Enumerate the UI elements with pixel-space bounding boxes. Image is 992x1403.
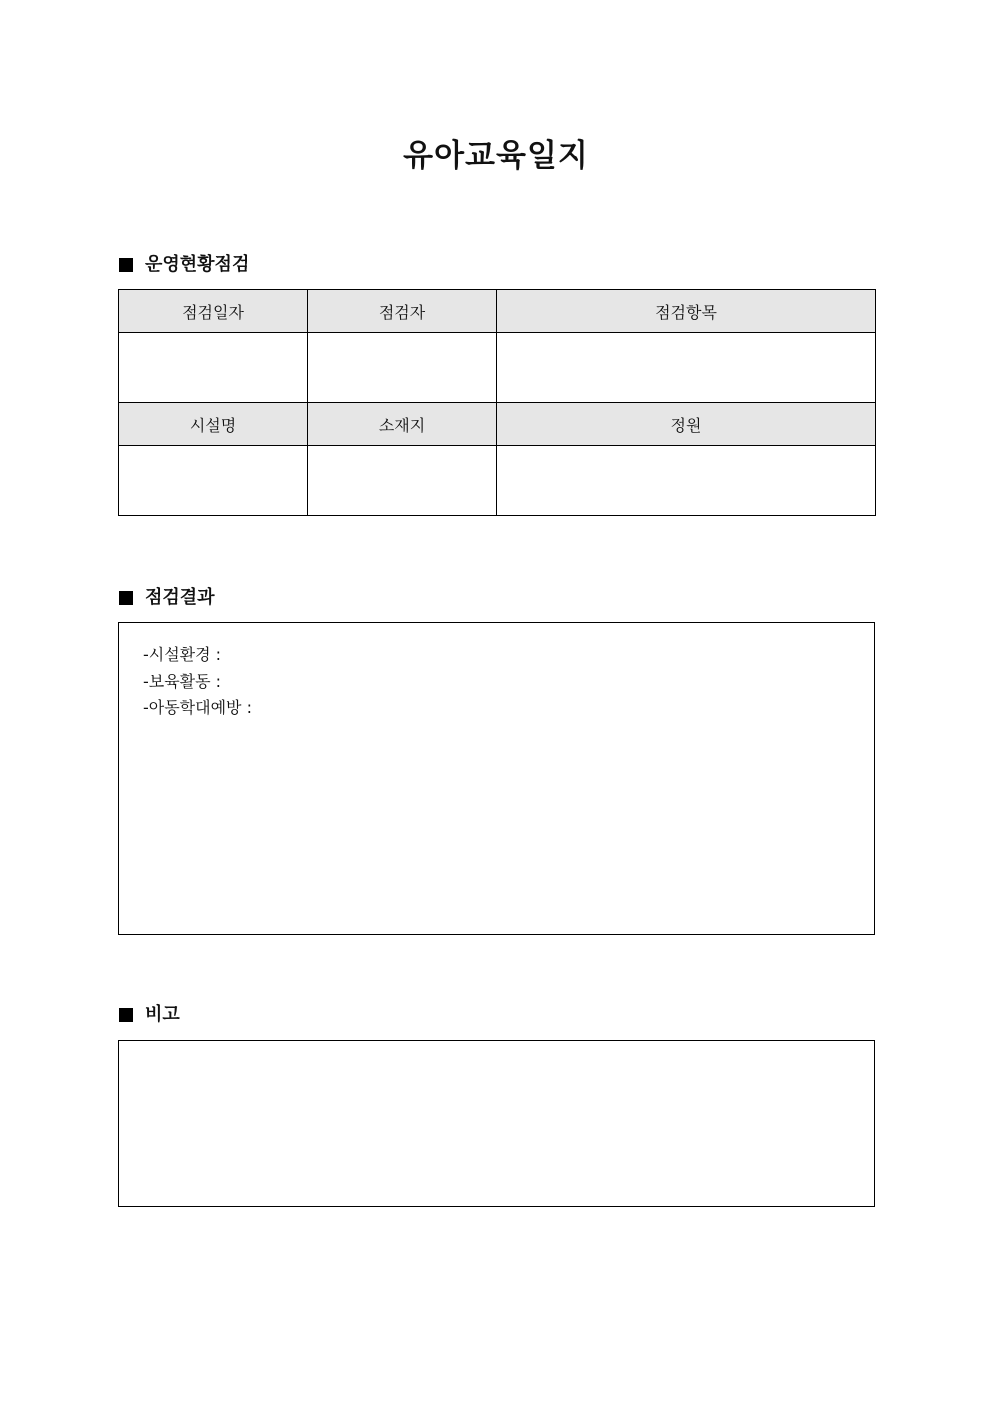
value-facility-name[interactable] xyxy=(119,446,308,516)
value-inspection-items[interactable] xyxy=(497,333,876,403)
table-value-row xyxy=(119,333,876,403)
black-square-icon xyxy=(119,1008,133,1022)
result-line-facility-environment: -시설환경 : xyxy=(143,645,222,664)
section-heading-remarks-label: 비고 xyxy=(145,1004,180,1025)
header-facility-name: 시설명 xyxy=(119,403,308,446)
black-square-icon xyxy=(119,258,133,272)
section-heading-remarks xyxy=(119,1003,180,1027)
value-inspector[interactable] xyxy=(308,333,497,403)
results-lines xyxy=(143,642,252,722)
section-heading-status xyxy=(119,253,249,277)
status-table xyxy=(118,289,876,516)
value-capacity[interactable] xyxy=(497,446,876,516)
value-inspection-date[interactable] xyxy=(119,333,308,403)
section-heading-results-label: 점검결과 xyxy=(145,587,215,608)
result-line-care-activities: -보육활동 : xyxy=(143,671,222,691)
value-location[interactable] xyxy=(308,446,497,516)
header-capacity: 정원 xyxy=(497,403,876,446)
table-header-row xyxy=(119,403,876,446)
results-box[interactable] xyxy=(118,622,875,935)
document-title: 유아교육일지 xyxy=(403,138,589,174)
table-value-row xyxy=(119,446,876,516)
section-heading-results xyxy=(119,586,215,610)
header-inspector: 점검자 xyxy=(308,290,497,333)
result-line-child-abuse-prevention: -아동학대예방 : xyxy=(143,698,252,717)
section-heading-status-label: 운영현황점검 xyxy=(145,254,250,275)
header-location: 소재지 xyxy=(308,403,497,446)
header-inspection-items: 점검항목 xyxy=(497,290,876,333)
table-header-row xyxy=(119,290,876,333)
header-inspection-date: 점검일자 xyxy=(119,290,308,333)
remarks-box[interactable] xyxy=(118,1040,875,1207)
black-square-icon xyxy=(119,591,133,605)
